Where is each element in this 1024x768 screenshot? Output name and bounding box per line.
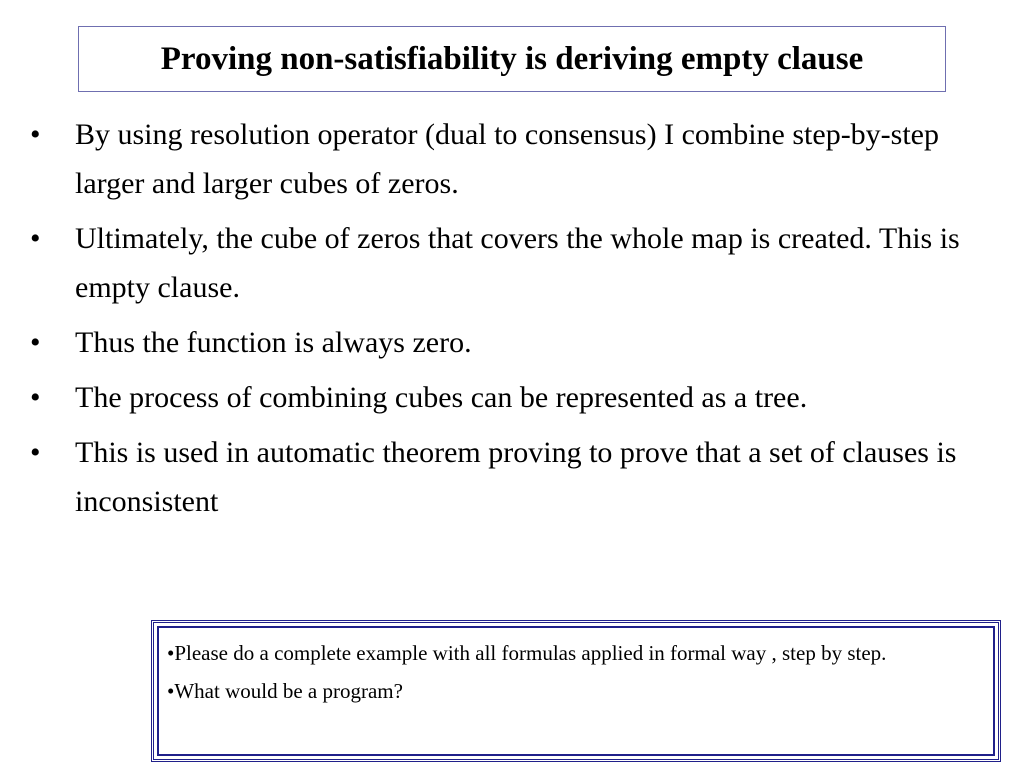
note-inner — [157, 626, 995, 756]
note-line: •Please do a complete example with all formulas applied in formal way , step by step. — [167, 641, 887, 665]
bullet-item — [30, 373, 1000, 422]
bullet-text: Thus the function is always zero. — [75, 326, 472, 359]
bullet-item — [30, 318, 1000, 367]
title-box — [78, 26, 946, 92]
bullet-item — [30, 110, 1000, 208]
bullet-item — [30, 214, 1000, 312]
bullet-text: Ultimately, the cube of zeros that covers the whole map is created. This is empty clause. — [75, 222, 960, 304]
bullet-text: By using resolution operator (dual to consensus) I combine step-by-step larger and larger cubes of zeros. — [75, 118, 939, 200]
note-line: •What would be a program? — [167, 679, 403, 703]
bullet-list — [30, 110, 1000, 532]
bullet-icon: • — [30, 222, 41, 255]
slide-title: Proving non-satisfiability is deriving empty clause — [160, 40, 864, 77]
note-box — [151, 620, 1001, 762]
bullet-text: This is used in automatic theorem proving to prove that a set of clauses is inconsistent — [75, 436, 957, 518]
bullet-item — [30, 428, 1000, 526]
bullet-icon: • — [30, 118, 41, 151]
bullet-icon: • — [30, 381, 41, 414]
bullet-icon: • — [30, 436, 41, 469]
bullet-text: The process of combining cubes can be represented as a tree. — [75, 381, 808, 414]
bullet-icon: • — [30, 326, 41, 359]
